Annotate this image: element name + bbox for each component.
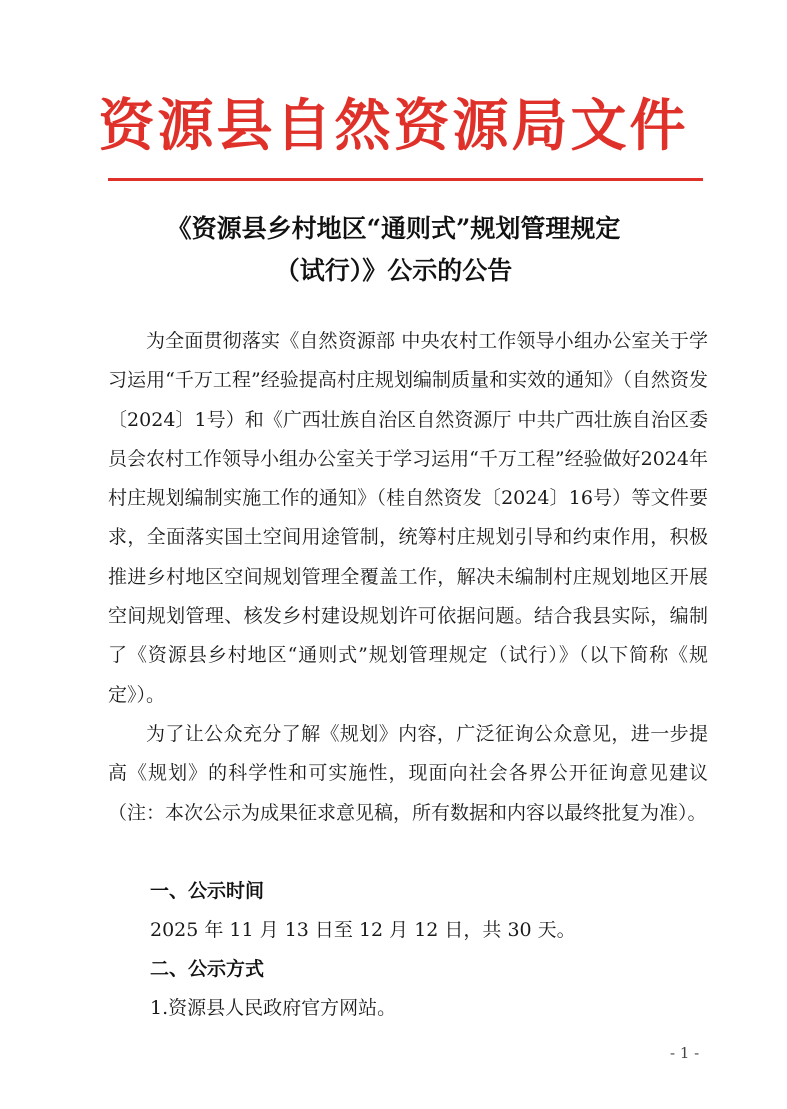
publicity-time-text: 2025 年 11 月 13 日至 12 月 12 日，共 30 天。 bbox=[150, 919, 576, 941]
document-title-line-2: （试行）》公示的公告 bbox=[274, 256, 513, 285]
publicity-method-item-1: 1.资源县人民政府官方网站。 bbox=[150, 997, 397, 1019]
section-heading-publicity-method: 二、公示方式 bbox=[150, 958, 265, 980]
document-body bbox=[108, 322, 708, 833]
body-paragraph-1: 为全面贯彻落实《自然资源部 中央农村工作领导小组办公室关于学习运用“千万工程”经验提高村庄规划编制质量和实效的通知》（自然资发〔2024〕1号）和《广西壮族自治区自然资源厅 中共广西壮族自治区委员会农村工作领导小组办公室关于学习运用“千万工程”经验做好2024年村庄规划编制实施工作的通知》（桂自然资发〔2024〕16号）等文件要求，全面落实国土空间用途管制，统筹村庄规划引导和约束作用，积极推进乡村地区空间规划管理全覆盖工作，解决未编制村庄规划地区开展空间规划管理、核发乡村建设规划许可依据问题。结合我县实际，编制了《资源县乡村地区“通则式”规划管理规定（试行）》（以下简称《规定》）。 bbox=[108, 330, 708, 706]
document-title-line-1: 《资源县乡村地区“通则式”规划管理规定 bbox=[166, 214, 621, 243]
header-red-rule bbox=[108, 178, 703, 181]
document-header-title: 资源县自然资源局文件 bbox=[98, 93, 689, 159]
document-title bbox=[90, 208, 697, 292]
page-number: - 1 - bbox=[670, 1044, 700, 1062]
body-paragraph-2: 为了让公众充分了解《规划》内容，广泛征询公众意见，进一步提高《规划》的科学性和可实施性，现面向社会各界公开征询意见建议（注：本次公示为成果征求意见稿，所有数据和内容以最终批复为准）。 bbox=[108, 722, 708, 824]
section-heading-publicity-time: 一、公示时间 bbox=[150, 880, 265, 902]
